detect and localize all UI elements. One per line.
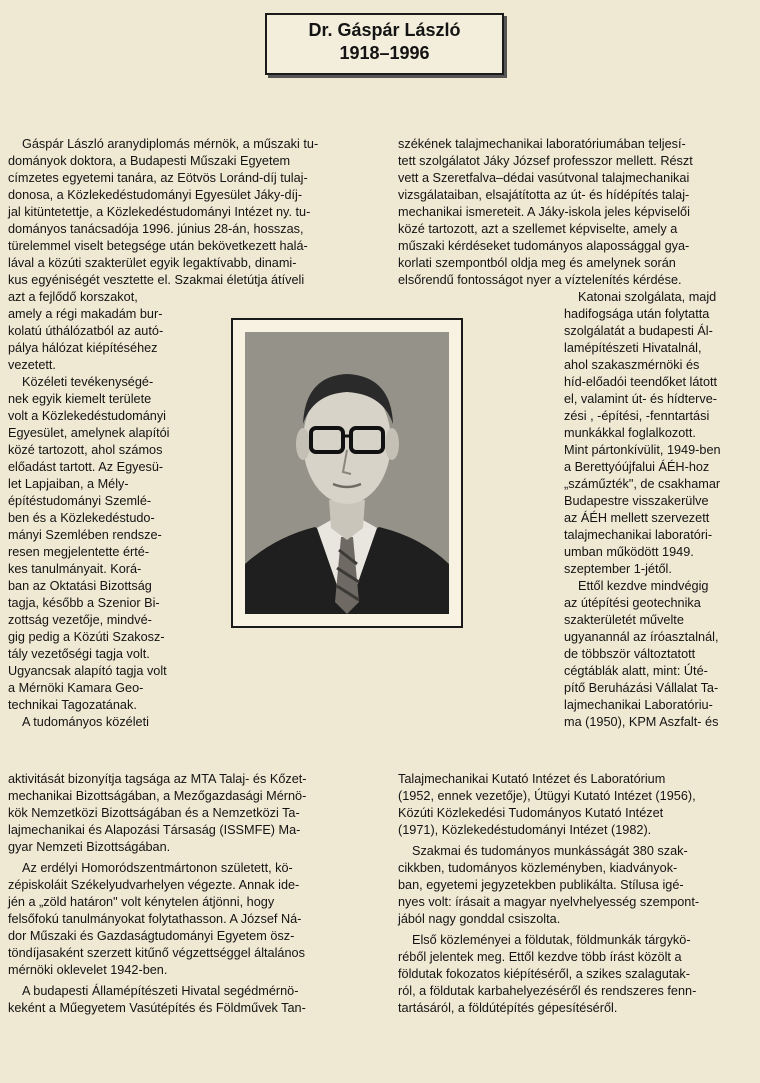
line: mechanikai Bizottságában, a Mezőgazdasági Mérnö- [8, 789, 307, 803]
line: a Berettyóújfalui ÁÉH-hoz [564, 460, 710, 474]
title-box [265, 13, 504, 75]
line: dományos tanácsadója 1996. június 28-án, hosszas, [8, 222, 304, 236]
right-column-bottom [398, 771, 752, 1017]
line: technikai Tagozatának. [8, 698, 137, 712]
line: (1971), Közlekedéstudományi Intézet (1982). [398, 823, 652, 837]
line: építéstudományi Szemlé- [8, 494, 152, 508]
line: zottság vezetője, mindvé- [8, 613, 152, 627]
line: tagja, később a Szenior Bi- [8, 596, 160, 610]
left-paragraph-1 [8, 136, 360, 289]
right-paragraph-4 [398, 843, 752, 928]
line: vezetett. [8, 358, 56, 372]
line: el, valamint út- és hídterve- [564, 392, 718, 406]
line: pítő Beruházási Vállalat Ta- [564, 681, 719, 695]
line: kök Nemzetközi Bizottságában és a Nemzetközi Ta- [8, 806, 300, 820]
line: műszaki kérdéseket tudományos alapossággal gya- [398, 239, 690, 253]
line: kus egyéniségét vesztette el. Szakmai életútja átíveli [8, 273, 305, 287]
line: cégtáblák alatt, mint: Úté- [564, 664, 708, 678]
line: szakterületét művelte [564, 613, 684, 627]
line: kolatú úthálózatból az autó- [8, 324, 164, 338]
line: zépiskoláit Székelyudvarhelyen végezte. Annak ide- [8, 878, 300, 892]
line: töndíjasaként szerzett kitűnő végzettséggel általános [8, 946, 305, 960]
left-column-narrow [8, 289, 223, 731]
line: az útépítési geotechnika [564, 596, 701, 610]
right-column-top [398, 136, 752, 289]
line: közé tartozott, azt a szellemet képviselte, amely a [398, 222, 678, 236]
line: amely a régi makadám bur- [8, 307, 163, 321]
line: Ugyancsak alapító tagja volt [8, 664, 167, 678]
line: Budapestre visszakerülve [564, 494, 709, 508]
right-paragraph-3 [564, 578, 752, 731]
line: Katonai szolgálata, majd [578, 290, 717, 304]
line: Az erdélyi Homoródszentmártonon született, kö- [22, 861, 293, 875]
line: dományok doktora, a Budapesti Műszaki Egyetem [8, 154, 291, 168]
line: az ÁÉH mellett szervezett [564, 511, 710, 525]
line: Közúti Közlekedési Tudományos Kutató Intézet [398, 806, 664, 820]
line: Ettől kezdve mindvégig [578, 579, 709, 593]
line: keként a Műegyetem Vasútépítés és Földművek Tan- [8, 1001, 306, 1015]
line: Talajmechanikai Kutató Intézet és Laboratórium [398, 772, 666, 786]
line: vett a Szeretfalva–dédai vasútvonal talajmechanikai [398, 171, 690, 185]
line: donosa, a Közlekedéstudományi Egyesület Jáky-díj- [8, 188, 303, 202]
line: let Lapjaiban, a Mély- [8, 477, 129, 491]
line: ma (1950), KPM Aszfalt- és [564, 715, 719, 729]
line: de többször változtatott [564, 647, 696, 661]
line: mechanikai ismereteit. A Jáky-iskola jeles képviselői [398, 205, 690, 219]
line: székének talajmechanikai laboratóriumában teljesí- [398, 137, 686, 151]
line: türelemmel viselt betegsége után bekövetkezett halá- [8, 239, 308, 253]
right-paragraph-3-continued [398, 771, 752, 839]
line: Első közleményei a földutak, földmunkák tárgykö- [412, 933, 691, 947]
line: vizsgálataiban, elsajátította az út- és hídépítés talaj- [398, 188, 690, 202]
line: volt a Közlekedéstudományi [8, 409, 166, 423]
line: Közéleti tevékenységé- [22, 375, 154, 389]
line: dor Műszaki és Gazdaságtudományi Egyetem ösz- [8, 929, 295, 943]
line: előadást tartott. Az Egyesü- [8, 460, 164, 474]
line: mérnöki oklevelet 1942-ben. [8, 963, 168, 977]
line: tett szolgálatot Jáky József professzor mellett. Részt [398, 154, 693, 168]
line: nek egyik kiemelt területe [8, 392, 152, 406]
line: talajmechanikai laboratóri- [564, 528, 713, 542]
line: lamépítészeti Hivatalnál, [564, 341, 702, 355]
portrait-photo [245, 332, 449, 614]
line: szeptember 1-jétől. [564, 562, 672, 576]
right-column-narrow [564, 289, 752, 731]
line: umban működött 1949. [564, 545, 694, 559]
line: (1952, ennek vezetője), Útügyi Kutató Intézet (1956), [398, 789, 696, 803]
left-paragraph-3-start [8, 714, 223, 731]
line: híd-előadói teendőket látott [564, 375, 718, 389]
line: jal kitüntetettje, a Közlekedéstudományi Intézet ny. tu- [8, 205, 311, 219]
line: cikkben, tudományos közleményben, kiadványok- [398, 861, 678, 875]
line: réből jelentek meg. Ettől kezdve több írást közölt a [398, 950, 682, 964]
line: ban, egyetemi jegyzetekben publikálta. Stílusa igé- [398, 878, 684, 892]
line: pálya hálózat kiépítéséhez [8, 341, 158, 355]
left-paragraph-3-continued [8, 771, 360, 856]
portrait-image [245, 332, 449, 614]
line: zési , -építési, -fenntartási [564, 409, 710, 423]
portrait-frame [231, 318, 463, 628]
line: ról, a földutak karbahelyezéséről és rendszeres fenn- [398, 984, 697, 998]
line: gyar Nemzeti Bizottságában. [8, 840, 171, 854]
line: lával a közúti szakterület egyik legaktívabb, dinami- [8, 256, 297, 270]
line: felsőfokú tanulmányokat folytathasson. A József Ná- [8, 912, 302, 926]
left-paragraph-2 [8, 374, 223, 714]
line: lajmechanikai és Alapozási Társaság (ISSMFE) Ma- [8, 823, 301, 837]
line: közé tartozott, ahol számos [8, 443, 163, 457]
left-paragraph-1-continued [8, 289, 223, 374]
left-column-top [8, 136, 360, 289]
line: Mint pártonkívülit, 1949-ben [564, 443, 721, 457]
line: jén a „zöld határon" volt kénytelen átjönni, hogy [8, 895, 275, 909]
line: aktivitását bizonyítja tagsága az MTA Talaj- és Kőzet- [8, 772, 307, 786]
line: nyes volt: írásait a magyar nyelvhelyesség szempont- [398, 895, 700, 909]
right-paragraph-5 [398, 932, 752, 1017]
line: ben és a Közlekedéstudo- [8, 511, 155, 525]
line: A tudományos közéleti [22, 715, 149, 729]
line: lajmechanikai Laboratóriu- [564, 698, 713, 712]
line: „száműzték", de csakhamar [564, 477, 721, 491]
line: hadifogsága után folytatta [564, 307, 710, 321]
line: ban az Oktatási Bizottság [8, 579, 152, 593]
line: jából nagy gonddal csiszolta. [398, 912, 561, 926]
line: ahol szakaszmérnöki és [564, 358, 700, 372]
line: tály vezetőségi tagja volt. [8, 647, 150, 661]
obituary-name: Dr. Gáspár László [308, 20, 461, 40]
line: Szakmai és tudományos munkásságát 380 szak- [412, 844, 688, 858]
line: elsőrendű fontosságot nyer a víztelenítés kérdése. [398, 273, 682, 287]
left-paragraph-5 [8, 983, 360, 1017]
line: Gáspár László aranydiplomás mérnök, a műszaki tu- [22, 137, 319, 151]
line: szolgálatát a budapesti Ál- [564, 324, 713, 338]
line: tartásáról, a földútépítés gépesítéséről. [398, 1001, 618, 1015]
line: földutak fokozatos kiépítéséről, a szikes szalagutak- [398, 967, 690, 981]
line: mányi Szemlében rendsze- [8, 528, 162, 542]
line: resen megjelentette érté- [8, 545, 150, 559]
line: munkákkal foglalkozott. [564, 426, 696, 440]
line: a Mérnöki Kamara Geo- [8, 681, 144, 695]
line: A budapesti Államépítészeti Hivatal segédmérnö- [22, 984, 299, 998]
line: ugyanannál az íróasztalnál, [564, 630, 719, 644]
right-paragraph-1 [398, 136, 752, 289]
line: korlati szempontból oldja meg és amelynek során [398, 256, 676, 270]
obituary-years: 1918–1996 [339, 43, 430, 63]
left-column-bottom [8, 771, 360, 1017]
line: Egyesület, amelynek alapítói [8, 426, 170, 440]
line: azt a fejlődő korszakot, [8, 290, 138, 304]
right-paragraph-2 [564, 289, 752, 578]
line: gig pedig a Közúti Szakosz- [8, 630, 165, 644]
line: címzetes egyetemi tanára, az Eötvös Loránd-díj tulaj- [8, 171, 308, 185]
line: kes tanulmányait. Korá- [8, 562, 142, 576]
left-paragraph-4 [8, 860, 360, 979]
